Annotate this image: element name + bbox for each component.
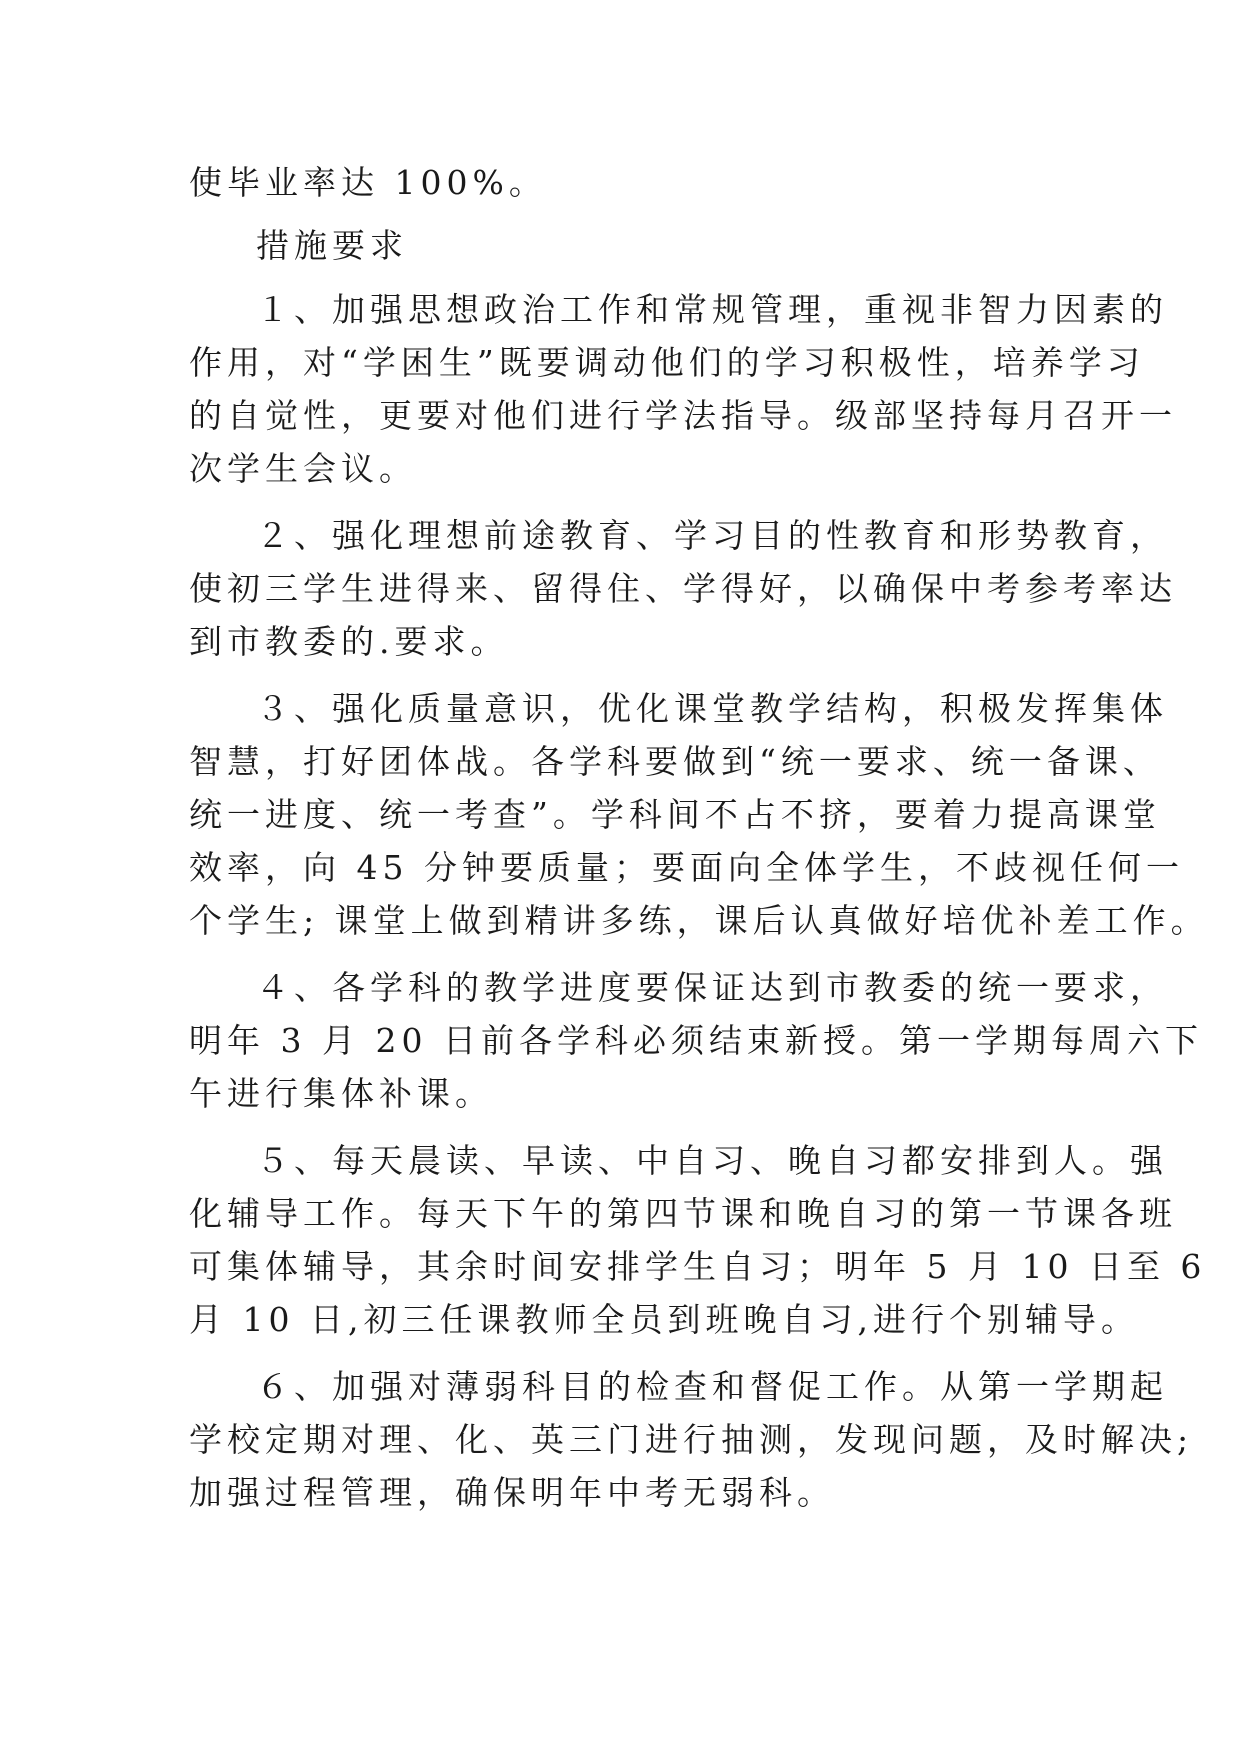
text-line: ４、各学科的教学进度要保证达到市教委的统一要求， — [256, 968, 1168, 1007]
text-line: 加强过程管理，确保明年中考无弱科。 — [189, 1473, 835, 1512]
text-line: ２、强化理想前途教育、学习目的性教育和形势教育， — [256, 516, 1168, 555]
text-line: 统一进度、统一考查”。学科间不占不挤，要着力提高课堂 — [189, 795, 1161, 834]
text-line: 使毕业率达 100%。 — [189, 163, 547, 202]
text-line: 化辅导工作。每天下午的第四节课和晚自习的第一节课各班 — [189, 1194, 1177, 1233]
text-line: 的自觉性，更要对他们进行学法指导。级部坚持每月召开一 — [189, 396, 1177, 435]
text-line: 作用，对“学困生”既要调动他们的学习积极性，培养学习 — [189, 343, 1145, 382]
text-line: 个学生; 课堂上做到精讲多练，课后认真做好培优补差工作。 — [189, 901, 1209, 940]
text-line: 效率，向 45 分钟要质量；要面向全体学生，不歧视任何一 — [189, 848, 1184, 887]
text-line: ３、强化质量意识，优化课堂教学结构，积极发挥集体 — [256, 689, 1168, 728]
text-line: 到市教委的.要求。 — [189, 622, 509, 661]
text-line: 智慧，打好团体战。各学科要做到“统一要求、统一备课、 — [189, 742, 1161, 781]
text-line: １、加强思想政治工作和常规管理，重视非智力因素的 — [256, 290, 1168, 329]
text-line: 月 10 日,初三任课教师全员到班晚自习,进行个别辅导。 — [189, 1300, 1139, 1339]
text-line: ６、加强对薄弱科目的检查和督促工作。从第一学期起 — [256, 1367, 1168, 1406]
text-line: ５、每天晨读、早读、中自习、晚自习都安排到人。强 — [256, 1141, 1168, 1180]
text-line: 明年 3 月 20 日前各学科必须结束新授。第一学期每周六下 — [189, 1021, 1203, 1060]
text-line: 午进行集体补课。 — [189, 1074, 493, 1113]
section-heading: 措施要求 — [256, 226, 408, 265]
text-line: 次学生会议。 — [189, 449, 417, 488]
text-line: 可集体辅导，其余时间安排学生自习；明年 5 月 10 日至 6 — [189, 1247, 1207, 1286]
text-line: 使初三学生进得来、留得住、学得好，以确保中考参考率达 — [189, 569, 1177, 608]
text-line: 学校定期对理、化、英三门进行抽测，发现问题，及时解决; — [189, 1420, 1194, 1459]
